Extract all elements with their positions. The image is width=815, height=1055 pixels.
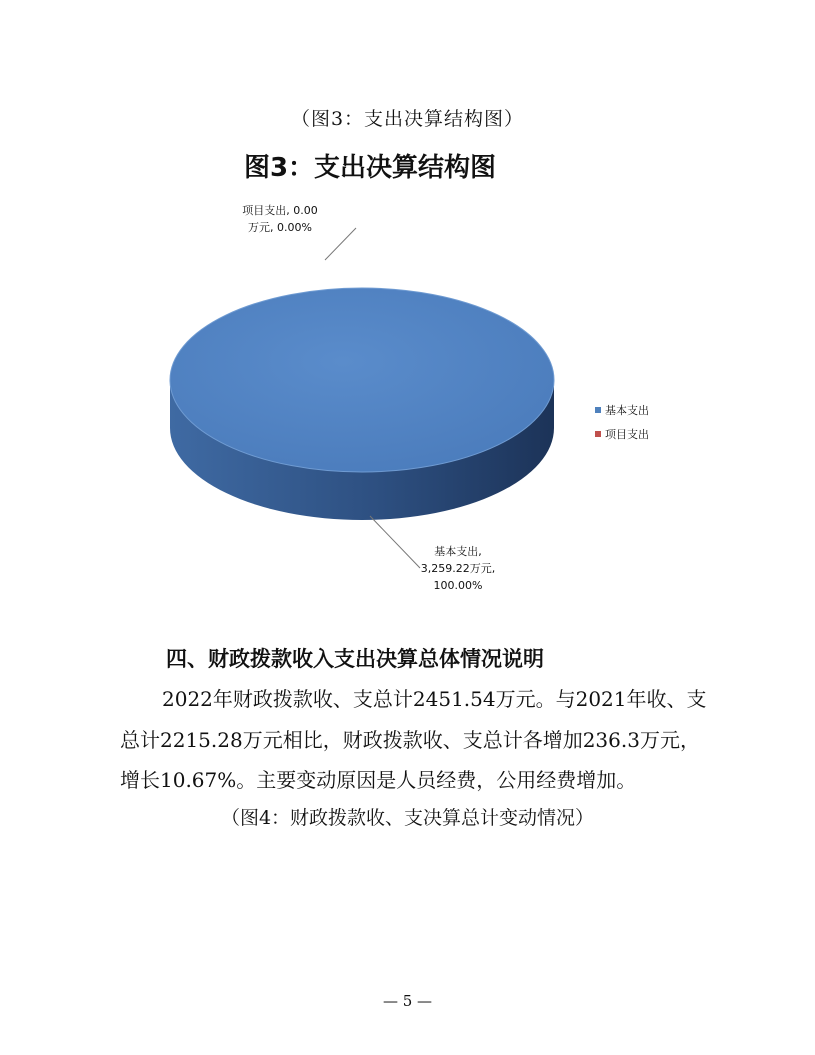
legend-label: 项目支出 [605,428,649,441]
pie-slice-1 [170,288,554,472]
legend-swatch [595,407,601,413]
page-number: — 5 — [382,992,433,1010]
section-4-heading: 四、财政拨款收入支出决算总体情况说明 [166,647,544,671]
data-label-line: 项目支出, 0.00 [242,204,318,217]
leader-line [370,516,420,568]
legend-swatch [595,431,601,437]
chart-legend [595,403,649,441]
leader-line [325,228,356,260]
chart-title: 图3：支出决算结构图 [243,153,497,183]
data-label-line: 3,259.22万元, [420,562,496,575]
paragraph-line: 2022年财政拨款收、支总计2451.54万元。与2021年收、支 [162,687,707,711]
data-label-line: 100.00% [433,579,483,592]
figure-3-caption: （图3：支出决算结构图） [290,108,525,130]
figure-4-caption: （图4：财政拨款收、支决算总计变动情况） [220,807,595,829]
paragraph-line: 增长10.67%。主要变动原因是人员经费，公用经费增加。 [120,768,637,792]
paragraph-line: 总计2215.28万元相比，财政拨款收、支总计各增加236.3万元， [120,728,700,752]
data-label-line: 万元, 0.00% [248,221,312,234]
pie-chart-svg [120,138,680,618]
pie-slices [170,288,554,520]
expenditure-structure-pie-chart [120,138,680,618]
data-label-line: 基本支出, [434,545,482,558]
legend-label: 基本支出 [605,404,649,417]
